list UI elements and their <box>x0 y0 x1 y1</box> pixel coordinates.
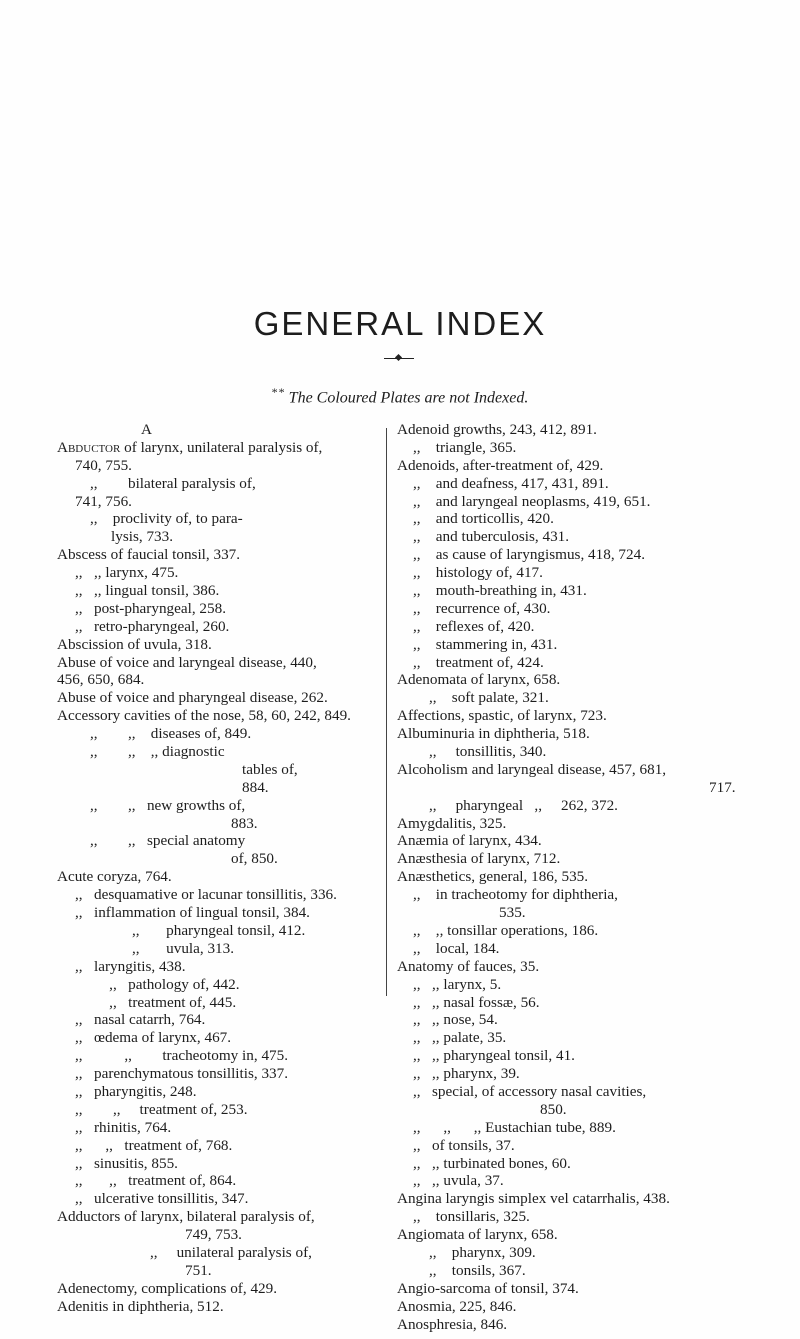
left-index-line: ,, uvula, 313. <box>75 939 235 957</box>
left-index-line: Abuse of voice and laryngeal disease, 440, <box>57 653 317 671</box>
right-index-line: ,, local, 184. <box>413 939 500 957</box>
left-index-line: Acute coryza, 764. <box>57 868 172 886</box>
left-index-line: ,, laryngitis, 438. <box>75 957 186 975</box>
left-index-line: tables of, <box>242 760 298 778</box>
left-index-line: ,, ,, treatment of, 768. <box>75 1136 233 1154</box>
left-index-line: ,, ,, ,, diagnostic <box>90 743 225 761</box>
left-index-line: ,, ,, special anatomy <box>90 832 246 850</box>
plates-note <box>0 385 800 407</box>
left-index-line: ,, nasal catarrh, 764. <box>75 1011 206 1029</box>
right-index-line: Anatomy of fauces, 35. <box>397 957 540 975</box>
right-index-line: ,, mouth-breathing in, 431. <box>413 582 587 600</box>
right-index-line: Adenomata of larynx, 658. <box>397 671 561 689</box>
left-index-line: ,, proclivity of, to para- <box>90 510 243 528</box>
right-index-line: ,, triangle, 365. <box>413 438 517 456</box>
right-index-line: ,, reflexes of, 420. <box>413 617 535 635</box>
left-index-line: of, 850. <box>231 850 278 868</box>
right-index-line: Angio-sarcoma of tonsil, 374. <box>397 1279 579 1297</box>
left-index-line: lysis, 733. <box>111 528 174 546</box>
right-index-line: ,, ,, pharyngeal tonsil, 41. <box>413 1047 575 1065</box>
left-index-line: ,, ,, treatment of, 864. <box>75 1172 237 1190</box>
right-index-line: Anæmia of larynx, 434. <box>397 832 542 850</box>
left-index-line: ,, retro-pharyngeal, 260. <box>75 617 230 635</box>
right-index-line: Albuminuria in diphtheria, 518. <box>397 725 590 743</box>
left-index-line: 740, 755. <box>75 456 132 474</box>
left-index-line: ,, rhinitis, 764. <box>75 1118 172 1136</box>
left-index-line: Abuse of voice and pharyngeal disease, 262. <box>57 689 328 707</box>
left-index-line: Adenitis in diphtheria, 512. <box>57 1297 224 1315</box>
right-index-line: ,, and laryngeal neoplasms, 419, 651. <box>413 492 651 510</box>
right-index-line: ,, and tuberculosis, 431. <box>413 528 570 546</box>
right-index-line: ,, special, of accessory nasal cavities, <box>413 1082 647 1100</box>
left-index-line: Adenectomy, complications of, 429. <box>57 1279 278 1297</box>
right-index-line: 850. <box>540 1100 567 1118</box>
left-index-line: Adductors of larynx, bilateral paralysis of, <box>57 1208 315 1226</box>
section-letter: A <box>141 421 152 438</box>
left-index-line: ,, ,, lingual tonsil, 386. <box>75 582 220 600</box>
left-index-line: ,, sinusitis, 855. <box>75 1154 178 1172</box>
left-index-line: ,, ,, larynx, 475. <box>75 564 179 582</box>
left-index-line: ,, pathology of, 442. <box>75 975 240 993</box>
left-index-line: 883. <box>231 814 258 832</box>
right-index-line: ,, tonsils, 367. <box>429 1261 526 1279</box>
right-index-line: ,, and deafness, 417, 431, 891. <box>413 474 609 492</box>
left-index-line: ,, ,, tracheotomy in, 475. <box>75 1047 289 1065</box>
left-index-line: ,, ,, new growths of, <box>90 796 246 814</box>
right-index-line: ,, of tonsils, 37. <box>413 1136 515 1154</box>
left-index-line: ,, inflammation of lingual tonsil, 384. <box>75 904 310 922</box>
right-index-line: ,, treatment of, 424. <box>413 653 544 671</box>
right-index-line: ,, in tracheotomy for diphtheria, <box>413 886 618 904</box>
left-index-line: ,, pharyngitis, 248. <box>75 1082 197 1100</box>
right-index-line: Anosmia, 225, 846. <box>397 1297 517 1315</box>
right-index-line: ,, and torticollis, 420. <box>413 510 554 528</box>
left-index-line: 751. <box>185 1261 212 1279</box>
left-index-line: Accessory cavities of the nose, 58, 60, 242, 849. <box>57 707 351 725</box>
right-index-line: ,, stammering in, 431. <box>413 635 558 653</box>
left-index-line: ,, ,, treatment of, 253. <box>75 1100 248 1118</box>
right-index-line: 717. <box>709 778 736 796</box>
left-index-line: ,, bilateral paralysis of, <box>90 474 256 492</box>
page-title: GENERAL INDEX <box>253 305 547 342</box>
left-index-line: Abscission of uvula, 318. <box>57 635 212 653</box>
index-column-left <box>57 421 377 1316</box>
right-index-line: Anosphresia, 846. <box>397 1315 508 1333</box>
right-index-line: ,, ,, nasal fossæ, 56. <box>413 993 540 1011</box>
left-index-line: 749, 753. <box>185 1226 242 1244</box>
left-index-line: ,, parenchymatous tonsillitis, 337. <box>75 1065 289 1083</box>
right-index-line: ,, ,, pharynx, 39. <box>413 1065 520 1083</box>
left-index-line: ,, pharyngeal tonsil, 412. <box>75 921 306 939</box>
right-index-line: Anæsthesia of larynx, 712. <box>397 850 561 868</box>
right-index-line: Anæsthetics, general, 186, 535. <box>397 868 589 886</box>
left-index-line: ,, unilateral paralysis of, <box>150 1243 312 1261</box>
left-index-line: Abductor of larynx, unilateral paralysis of, <box>57 438 323 456</box>
left-index-line: ,, ,, diseases of, 849. <box>90 725 252 743</box>
right-index-line: Affections, spastic, of larynx, 723. <box>397 707 607 725</box>
title-ornament <box>384 354 414 362</box>
right-index-line: ,, ,, turbinated bones, 60. <box>413 1154 571 1172</box>
right-index-line: Adenoids, after-treatment of, 429. <box>397 456 604 474</box>
right-index-line: ,, soft palate, 321. <box>429 689 549 707</box>
right-index-line: ,, ,, nose, 54. <box>413 1011 498 1029</box>
right-index-line: ,, pharyngeal ,, 262, 372. <box>429 796 618 814</box>
left-index-line: 741, 756. <box>75 492 132 510</box>
right-index-line: 535. <box>499 904 526 922</box>
right-index-line: Amygdalitis, 325. <box>397 814 507 832</box>
right-index-line: Angiomata of larynx, 658. <box>397 1226 558 1244</box>
right-index-line: Angina laryngis simplex vel catarrhalis, 438. <box>397 1190 670 1208</box>
left-index-line: 456, 650, 684. <box>57 671 145 689</box>
index-column-right <box>397 421 754 1333</box>
right-index-line: ,, recurrence of, 430. <box>413 599 551 617</box>
diamond-icon <box>395 354 402 361</box>
right-index-line: ,, histology of, 417. <box>413 564 543 582</box>
right-index-line: Adenoid growths, 243, 412, 891. <box>397 421 597 438</box>
right-index-line: ,, ,, tonsillar operations, 186. <box>413 921 599 939</box>
right-index-line: ,, ,, ,, Eustachian tube, 889. <box>413 1118 616 1136</box>
right-index-line: ,, ,, uvula, 37. <box>413 1172 504 1190</box>
right-index-line: ,, ,, larynx, 5. <box>413 975 502 993</box>
left-index-line: Abscess of faucial tonsil, 337. <box>57 546 241 564</box>
entry-headword: Abductor <box>57 438 121 456</box>
right-index-line: ,, tonsillitis, 340. <box>429 743 547 761</box>
right-index-line: ,, as cause of laryngismus, 418, 724. <box>413 546 645 564</box>
left-index-line: ,, treatment of, 445. <box>75 993 237 1011</box>
left-index-line: ,, ulcerative tonsillitis, 347. <box>75 1190 249 1208</box>
column-divider <box>386 428 387 996</box>
right-index-line: ,, tonsillaris, 325. <box>413 1208 530 1226</box>
right-index-line: ,, ,, palate, 35. <box>413 1029 507 1047</box>
left-index-line: 884. <box>242 778 269 796</box>
left-index-line: ,, œdema of larynx, 467. <box>75 1029 232 1047</box>
asterism-marker: * * <box>271 385 285 399</box>
left-index-line: ,, desquamative or lacunar tonsillitis, 336. <box>75 886 337 904</box>
left-index-line: ,, post-pharyngeal, 258. <box>75 599 226 617</box>
right-index-line: Alcoholism and laryngeal disease, 457, 681, <box>397 760 667 778</box>
plates-note-text: The Coloured Plates are not Indexed. <box>288 389 529 407</box>
right-index-line: ,, pharynx, 309. <box>429 1243 536 1261</box>
